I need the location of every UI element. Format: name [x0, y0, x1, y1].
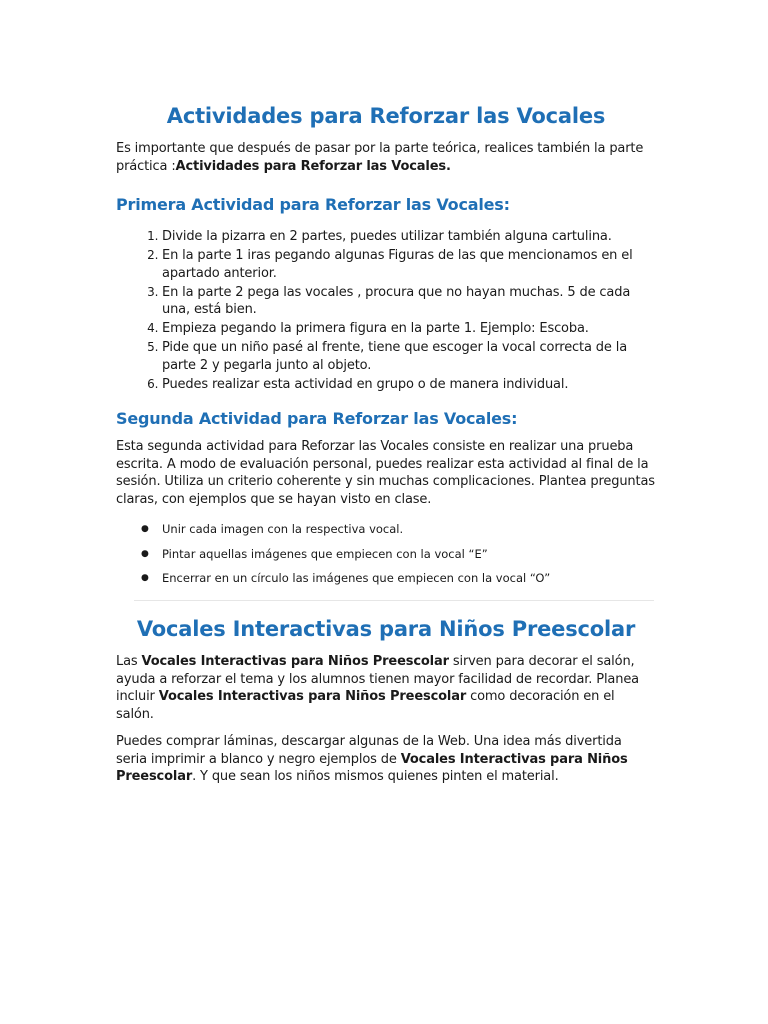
list-item [141, 522, 656, 537]
section2-paragraph: Esta segunda actividad para Reforzar las Vocales consiste en realizar una prueba escrita. A modo de evaluación personal, puedes realizar esta actividad al final de la sesión. Utiliza un criterio coherente y sin muchas complicaciones. Plantea preguntas claras, con ejemplos que se hayan visto en clase. [116, 439, 655, 507]
page-title: Actividades para Reforzar las Vocales [166, 104, 606, 128]
document-page [116, 100, 656, 786]
bullet-icon: ● [141, 524, 149, 534]
text-segment: Las [116, 654, 142, 669]
bullet-text: Encerrar en un círculo las imágenes que empiecen con la vocal “O” [162, 571, 551, 585]
bullet-icon: ● [141, 548, 149, 559]
intro-text: Es importante que después de pasar por la parte teórica, realices también la parte práctica : [116, 141, 644, 174]
section-divider [134, 600, 654, 601]
intro-paragraph [116, 140, 656, 175]
bold-text-segment: Vocales Interactivas para Niños Preescolar [141, 654, 449, 669]
text-segment: como decoración en el salón. [116, 689, 615, 722]
text-segment: sirven para decorar el salón, ayuda a reforzar el tema y los alumnos tienen mayor facilidad de recordar. Planea incluir [116, 654, 639, 704]
bold-text-segment: Vocales Interactivas para Niños Preescolar [116, 751, 628, 784]
section3-paragraph-2 [116, 733, 656, 786]
section-title-vocales-interactivas: Vocales Interactivas para Niños Preescolar [136, 617, 636, 641]
section-heading-segunda: Segunda Actividad para Reforzar las Vocales: [116, 409, 518, 428]
list-item: 4. Empieza pegando la primera figura en la parte 1. Ejemplo: Escoba. [162, 320, 656, 338]
bullet-text: Pintar aquellas imágenes que empiecen con la vocal “E” [162, 546, 488, 561]
section-heading-primera: Primera Actividad para Reforzar las Vocales: [116, 195, 510, 214]
bullet-text: Unir cada imagen con la respectiva vocal. [162, 522, 404, 536]
intro-bold-text: Actividades para Reforzar las Vocales. [175, 158, 451, 174]
bullet-icon: ● [141, 573, 149, 583]
bold-text-segment: Vocales Interactivas para Niños Preescolar [158, 689, 467, 704]
list-item [141, 571, 656, 586]
list-item: 5. Pide que un niño pasé al frente, tiene que escoger la vocal correcta de la parte 2 y pegarla junto al objeto. [162, 339, 656, 374]
list-item [141, 546, 656, 562]
list-item: 3. En la parte 2 pega las vocales , procura que no hayan muchas. 5 de cada una, está bien. [162, 284, 656, 319]
list-item: 1. Divide la pizarra en 2 partes, puedes utilizar también alguna cartulina. [162, 228, 656, 246]
text-segment: . Y que sean los niños mismos quienes pinten el material. [192, 769, 559, 784]
section3-paragraph-1 [116, 653, 656, 723]
list-item: 2. En la parte 1 iras pegando algunas Figuras de las que mencionamos en el apartado anterior. [162, 247, 656, 282]
list-item: 6. Puedes realizar esta actividad en grupo o de manera individual. [162, 376, 656, 394]
activity-steps-list [116, 228, 656, 393]
exercise-bullet-list [116, 522, 656, 586]
text-segment: Puedes comprar láminas, descargar algunas de la Web. Una idea más divertida seria imprimir a blanco y negro ejemplos de [116, 734, 622, 767]
